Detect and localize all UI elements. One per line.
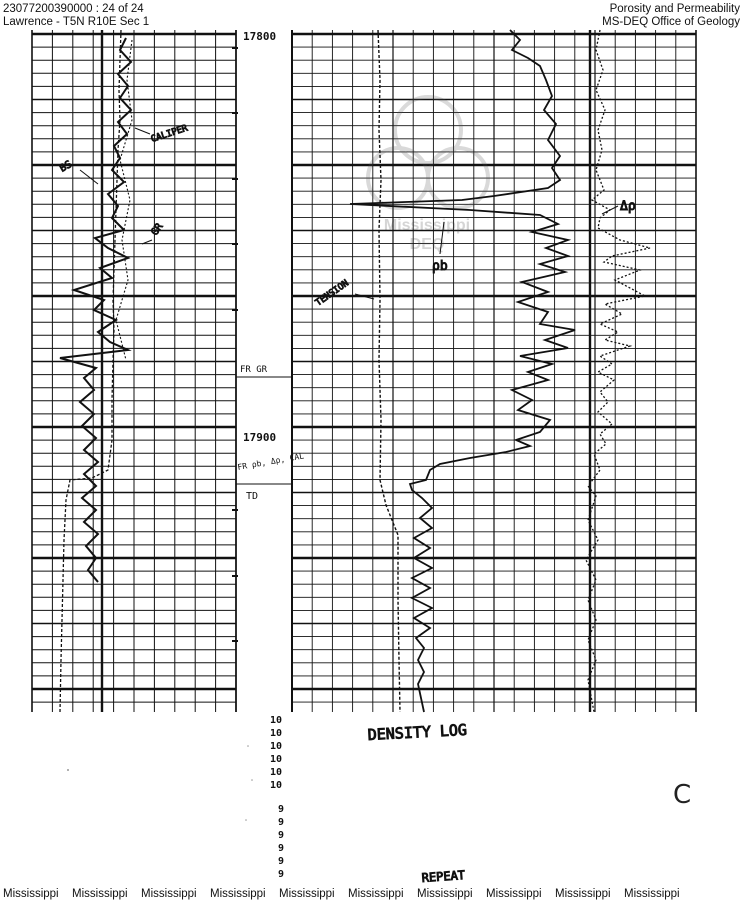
- footer-item: Mississippi: [279, 888, 335, 900]
- left-track-curves: [60, 30, 132, 712]
- watermark-line1: Mississippi: [383, 217, 471, 234]
- svg-text:10: 10: [270, 728, 283, 739]
- footer-item: Mississippi: [210, 888, 266, 900]
- gr-repeat-curve: [116, 40, 132, 360]
- annotation-fr-density-cal: FR ρb, Δρ, CAL: [236, 451, 305, 472]
- annotation-rho-b: ρb: [432, 259, 448, 274]
- margin-numbers: [270, 715, 284, 880]
- depth-label-17800: 17800: [243, 30, 277, 43]
- footer-item: Mississippi: [555, 888, 611, 900]
- footer-item: Mississippi: [141, 888, 197, 900]
- footer-item: Mississippi: [348, 888, 404, 900]
- annotation-delta-rho: Δρ: [620, 199, 636, 214]
- footer-item: Mississippi: [417, 888, 473, 900]
- annotation-bs: BS: [58, 159, 74, 175]
- caliper-curve: [60, 30, 121, 712]
- well-location: Lawrence - T5N R10E Sec 1: [3, 16, 150, 28]
- watermark-line2: DEQ: [409, 236, 445, 253]
- annotation-repeat: REPEAT: [421, 868, 466, 885]
- annotation-td: TD: [246, 491, 259, 502]
- svg-text:9: 9: [278, 830, 285, 841]
- svg-text:9: 9: [278, 817, 285, 828]
- svg-text:9: 9: [278, 843, 285, 854]
- svg-text:9: 9: [278, 856, 285, 867]
- svg-text:9: 9: [278, 869, 285, 880]
- svg-text:10: 10: [270, 780, 283, 791]
- svg-text:10: 10: [270, 754, 283, 765]
- corner-mark: C: [673, 780, 692, 810]
- center-depth-track: [232, 30, 305, 712]
- svg-text:10: 10: [270, 715, 283, 726]
- annotation-gr: GR: [149, 221, 166, 238]
- footer-item: Mississippi: [624, 888, 680, 900]
- footer-item: Mississippi: [3, 888, 59, 900]
- footer-item: Mississippi: [72, 888, 128, 900]
- svg-text:10: 10: [270, 767, 283, 778]
- annotation-tension: TENSION: [313, 278, 351, 309]
- footer-item: Mississippi: [486, 888, 542, 900]
- annotation-density-log: DENSITY LOG: [367, 720, 468, 744]
- gamma-ray-curve: [60, 38, 131, 582]
- document-source: MS-DEQ Office of Geology: [602, 16, 740, 28]
- annotation-fr-gr: FR GR: [240, 365, 268, 375]
- well-id-page: 23077200390000 : 24 of 24: [3, 3, 144, 15]
- scan-speckles: [67, 745, 253, 821]
- depth-label-17900: 17900: [243, 431, 277, 444]
- footer-watermark-strip: [0, 888, 744, 901]
- track-right-grid: [292, 30, 696, 712]
- watermark: [368, 97, 488, 253]
- annotation-caliper: CALIPER: [149, 123, 190, 145]
- svg-text:9: 9: [278, 804, 285, 815]
- svg-text:10: 10: [270, 741, 283, 752]
- handwritten-annotations: [58, 123, 636, 885]
- document-category: Porosity and Permeability: [609, 3, 740, 15]
